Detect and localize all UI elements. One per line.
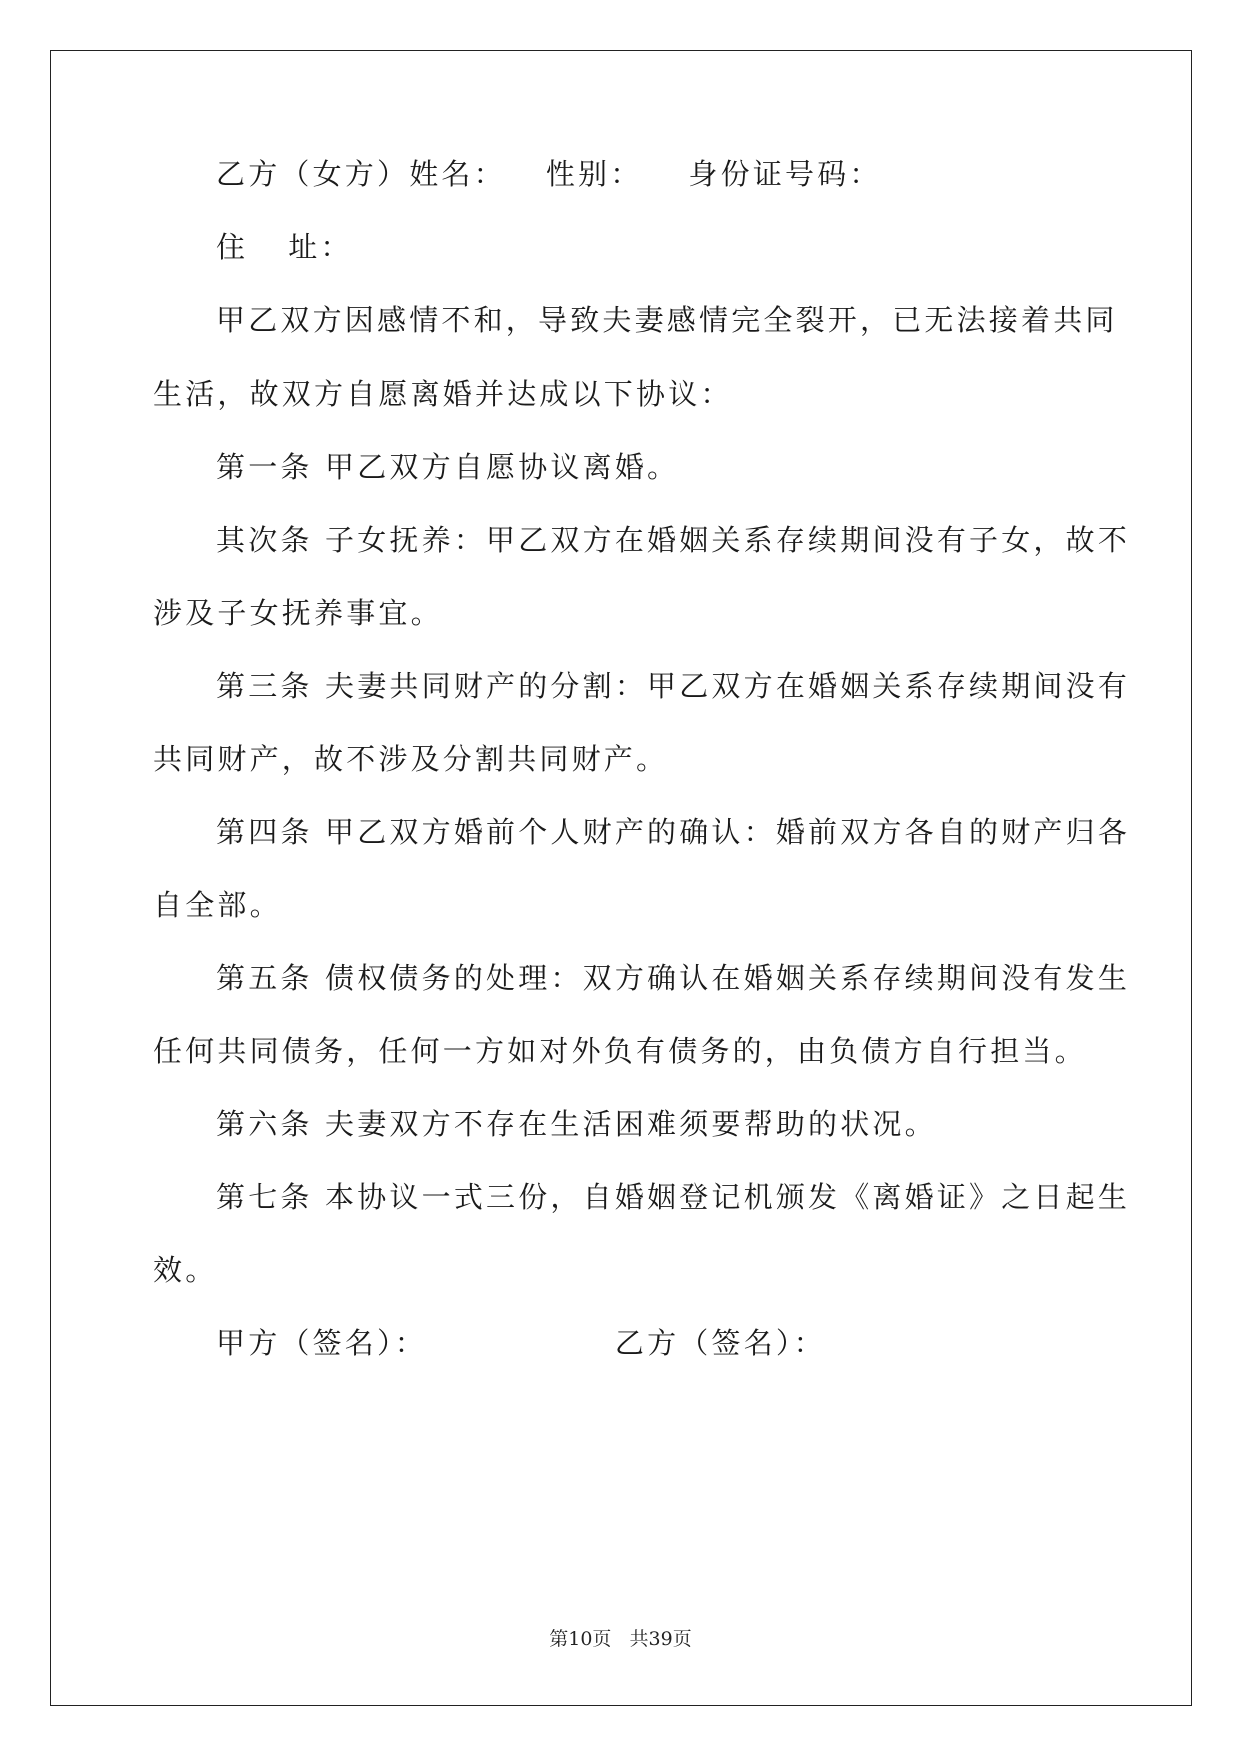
article-2-line-2: 涉及子女抚养事宜。: [153, 596, 443, 630]
article-1-line-1: 第一条 甲乙双方自愿协议离婚。: [216, 450, 680, 484]
party-b-signature-label: 乙方（签名）：: [614, 1326, 826, 1360]
address-label-left: 住: [216, 230, 249, 264]
address-line: [216, 227, 353, 267]
intro-paragraph-line-2: 生活，故双方自愿离婚并达成以下协议：: [153, 377, 733, 411]
article-4-line-1: 第四条 甲乙双方婚前个人财产的确认：婚前双方各自的财产归各: [216, 815, 1131, 849]
address-label-right: 址：: [288, 230, 353, 264]
article-5-line-1: 第五条 债权债务的处理：双方确认在婚姻关系存续期间没有发生: [216, 961, 1131, 995]
article-5-line-2: 任何共同债务，任何一方如对外负有债务的，由负债方自行担当。: [153, 1034, 1087, 1068]
article-7-line-2: 效。: [153, 1253, 218, 1287]
article-3-line-1: 第三条 夫妻共同财产的分割：甲乙双方在婚姻关系存续期间没有: [216, 669, 1131, 703]
page-footer: [0, 1627, 1241, 1651]
party-b-id-label: 身份证号码：: [688, 157, 882, 191]
page-number-text: 第10页 共39页: [549, 1628, 692, 1650]
article-3-line-2: 共同财产，故不涉及分割共同财产。: [153, 742, 669, 776]
article-7-line-1: 第七条 本协议一式三份，自婚姻登记机颁发《离婚证》之日起生: [216, 1180, 1131, 1214]
article-2-line-1: 其次条 子女抚养：甲乙双方在婚姻关系存续期间没有子女，故不: [216, 523, 1131, 557]
article-4-line-2: 自全部。: [153, 888, 282, 922]
party-b-info-line: [216, 154, 882, 194]
signature-line: [216, 1323, 826, 1363]
party-b-name-label: 乙方（女方）姓名：: [216, 157, 506, 191]
article-6-line-1: 第六条 夫妻双方不存在生活困难须要帮助的状况。: [216, 1107, 937, 1141]
page-border: [50, 50, 1192, 1706]
party-b-gender-label: 性别：: [545, 157, 643, 191]
intro-paragraph-line-1: 甲乙双方因感情不和，导致夫妻感情完全裂开，已无法接着共同: [216, 303, 1118, 337]
party-a-signature-label: 甲方（签名）：: [216, 1326, 427, 1360]
